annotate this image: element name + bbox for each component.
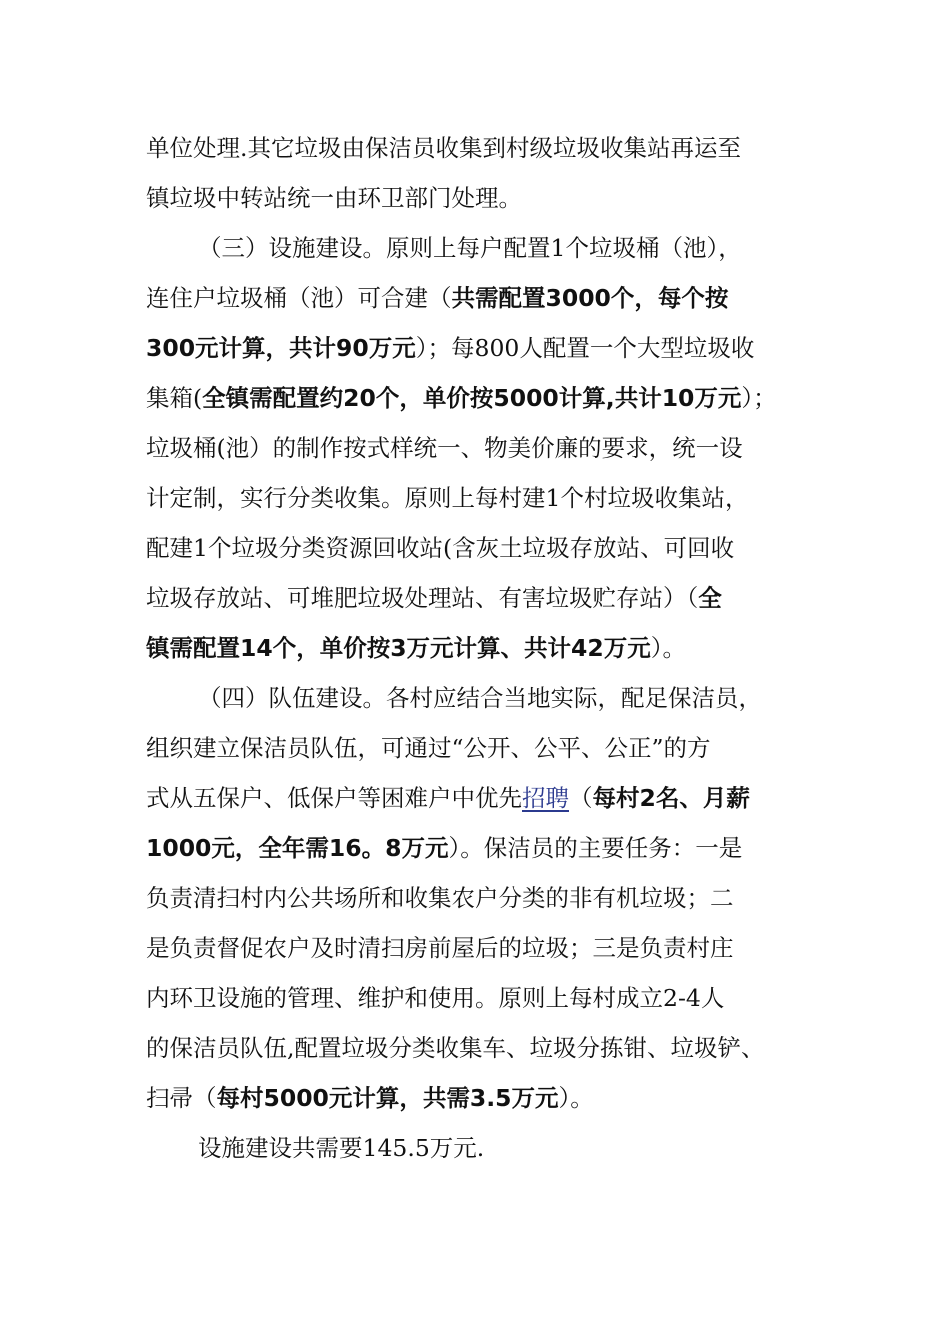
text-run: 是负责督促农户及时清扫房前屋后的垃圾；三是负责村庄 bbox=[146, 934, 734, 962]
text-run: 的保洁员队伍,配置垃圾分类收集车、垃圾分拣钳、垃圾铲、 bbox=[146, 1034, 765, 1062]
text-run: ）；每800人配置一个大型垃圾收 bbox=[415, 334, 755, 362]
recruit-link[interactable]: 招聘 bbox=[522, 784, 569, 812]
text-line bbox=[146, 478, 826, 518]
text-run: ）； bbox=[741, 384, 777, 412]
text-line bbox=[146, 978, 826, 1018]
text-run: 扫帚（ bbox=[146, 1084, 217, 1112]
text-line bbox=[146, 778, 826, 818]
bold-text-run: 每村5000元计算，共需3.5万元 bbox=[216, 1084, 559, 1112]
text-run: 设施建设共需要145.5万元. bbox=[198, 1134, 485, 1162]
text-line bbox=[146, 178, 826, 218]
text-run: 连住户垃圾桶（池）可合建（ bbox=[146, 284, 452, 312]
text-run: 单位处理.其它垃圾由保洁员收集到村级垃圾收集站再运至 bbox=[146, 134, 741, 162]
paragraph-heading-line bbox=[198, 228, 826, 268]
text-line bbox=[146, 728, 826, 768]
bold-text-run: 镇需配置14个，单价按3万元计算、共计42万元 bbox=[146, 634, 651, 662]
text-line bbox=[146, 928, 826, 968]
bold-text-run: 1000元，全年需16。8万元 bbox=[146, 834, 449, 862]
text-line bbox=[146, 828, 826, 868]
text-line bbox=[146, 1078, 826, 1118]
text-line bbox=[146, 1028, 826, 1068]
bold-text-run: 300元计算，共计90万元 bbox=[146, 334, 416, 362]
text-run: 配建1个垃圾分类资源回收站(含灰土垃圾存放站、可回收 bbox=[146, 534, 735, 562]
text-run: 集箱( bbox=[146, 384, 203, 412]
text-line bbox=[146, 578, 826, 618]
summary-line bbox=[198, 1128, 826, 1168]
text-run: 计定制，实行分类收集。原则上每村建1个村垃圾收集站， bbox=[146, 484, 749, 512]
text-run: ）。 bbox=[558, 1084, 594, 1112]
paragraph-heading-line bbox=[198, 678, 826, 718]
text-run: 式从五保户、低保户等困难户中优先 bbox=[146, 784, 522, 812]
text-line bbox=[146, 128, 826, 168]
text-run: ）。 bbox=[650, 634, 687, 662]
text-line bbox=[146, 428, 826, 468]
text-run: 组织建立保洁员队伍，可通过“公开、公平、公正”的方 bbox=[146, 734, 711, 762]
text-run: 镇垃圾中转站统一由环卫部门处理。 bbox=[146, 184, 522, 212]
text-line bbox=[146, 328, 826, 368]
text-run: （ bbox=[569, 784, 593, 812]
bold-text-run: 每村2名、月薪 bbox=[592, 784, 750, 812]
bold-text-run: 共需配置3000个，每个按 bbox=[451, 284, 729, 312]
text-run: 垃圾桶(池）的制作按式样统一、物美价廉的要求，统一设 bbox=[146, 434, 743, 462]
text-line bbox=[146, 378, 826, 418]
text-line bbox=[146, 278, 826, 318]
text-line bbox=[146, 878, 826, 918]
bold-text-run: 全镇需配置约20个，单价按5000计算,共计10万元 bbox=[202, 384, 742, 412]
text-run: 负责清扫村内公共场所和收集农户分类的非有机垃圾；二 bbox=[146, 884, 734, 912]
text-run: 垃圾存放站、可堆肥垃圾处理站、有害垃圾贮存站）（ bbox=[146, 584, 699, 612]
text-line bbox=[146, 528, 826, 568]
bold-text-run: 全 bbox=[698, 584, 722, 612]
text-run: 内环卫设施的管理、维护和使用。原则上每村成立2-4人 bbox=[146, 984, 725, 1012]
text-line bbox=[146, 628, 826, 668]
text-run: （四）队伍建设。各村应结合当地实际，配足保洁员， bbox=[198, 684, 762, 712]
text-run: ）。保洁员的主要任务：一是 bbox=[448, 834, 743, 862]
text-run: （三）设施建设。原则上每户配置1个垃圾桶（池）， bbox=[198, 234, 742, 262]
